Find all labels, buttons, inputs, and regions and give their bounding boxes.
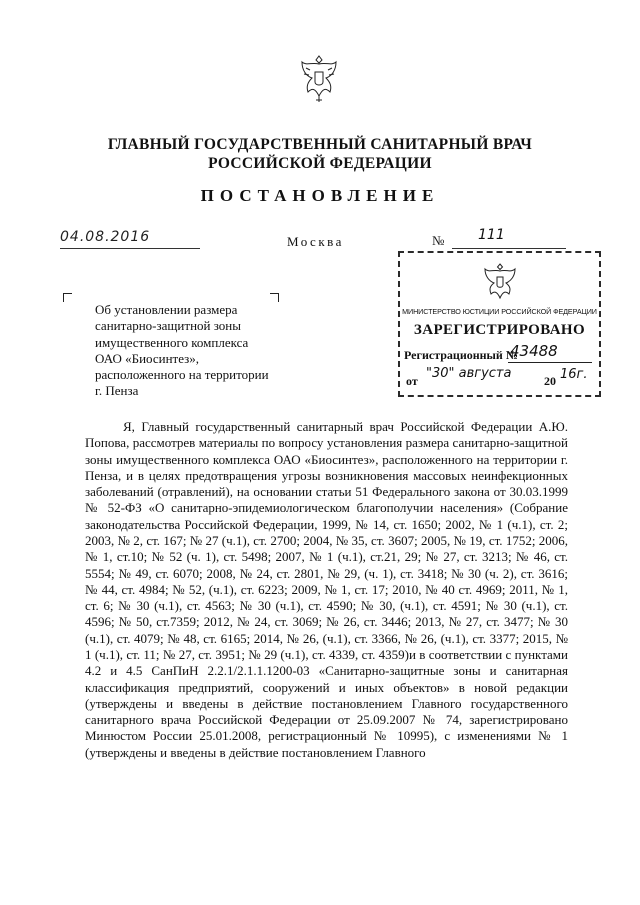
stamp-reg-date: "30" августа (426, 366, 512, 381)
body-paragraph: Я, Главный государственный санитарный врач Российской Федерации А.Ю. Попова, рассмотрев материалы по вопросу установления размера санитарно-защитной зоны имущественного комплекса ОАО «Биосинтез», расположенного на территории г. Пенза, и в целях предотвращения угрозы возникновения массовых неинфекционных заболеваний (отравлений), на основании статьи 51 Федерального закона от 30.03.1999 № 52-ФЗ «О санитарно-эпидемиологическом благополучии населения» (Собрание законодательства Российской Федерации, 1999, № 14, ст. 1650; 2002, № 1 (ч.1), ст. 2; 2003, № 2, ст. 167; № 27 (ч.1), ст. 2700; 2004, № 35, ст. 3607; 2005, № 19, ст. 1752; 2006, № 1, ст.10; № 52 (ч. 1), ст. 5498; 2007, № 1 (ч.1), ст.21, 29; № 27, ст. 3213; № 46, ст. 5554; № 49, ст. 6070; 2008, № 24, ст. 2801, № 29, (ч. 1), ст. 3418; № 30 (ч. 2), ст. 3616; № 44, ст. 4984; № 52, (ч.1), ст. 6223; 2009, № 1, ст. 17; 2010, № 40 ст. 4969; 2011, № 1, ст. 6; № 30 (ч.1), ст. 4563; № 30 (ч.1), ст. 4590; № 30, (ч.1), ст. 4591; № 30 (ч.1), ст. 4596; № 50, ст.7359; 2012, № 24, ст. 3069; № 26, ст. 3446; 2013, № 27, ст. 3477; № 30 (ч.1), ст. 4079; № 48, ст. 6165; 2014, № 26, (ч.1), ст. 3366, № 26, (ч.1), ст. 3377; 2015, № 1 (ч.1), ст. 11; № 27, ст. 3951; № 29 (ч.1), ст. 4339, ст. 4359)и в соответствии с пунктами 4.2 и 4.5 СанПиН 2.2.1/2.1.1.1200-03 «Санитарно-защитные зоны и санитарная классификация предприятий, сооружений и иных объектов» в новой редакции (утверждены и введены в действие постановлением Главного государственного санитарного врача Российской Федерации от 25.09.2007 № 74, зарегистрировано Минюстом России 25.01.2008, регистрационный № 10995), с изменениями № 1 (утверждены и введены в действие постановлением Главного (85, 419, 568, 760)
stamp-registered: ЗАРЕГИСТРИРОВАНО (413, 322, 586, 338)
document-title-line2: РОССИЙСКОЙ ФЕДЕРАЦИИ (208, 155, 432, 172)
stamp-year-prefix: 20 (544, 374, 556, 388)
subject-line: ОАО «Биосинтез», (95, 350, 200, 366)
subject-block (95, 302, 305, 400)
handwritten-date: 04.08.2016 (60, 229, 151, 245)
number-underline (452, 248, 566, 249)
coat-of-arms-icon (296, 52, 342, 104)
subject-line: расположенного на территории (95, 367, 269, 383)
date-underline (60, 248, 200, 249)
stamp-from-label: от (406, 374, 418, 388)
stamp-ministry: МИНИСТЕРСТВО ЮСТИЦИИ РОССИЙСКОЙ ФЕДЕРАЦИИ (402, 307, 597, 316)
stamp-reg-number-label: Регистрационный № (404, 348, 518, 362)
subject-line: имущественного комплекса (95, 334, 249, 350)
handwritten-number: 111 (478, 227, 505, 243)
city: Москва (287, 234, 344, 249)
body-text (85, 419, 568, 761)
stamp-number-underline (508, 362, 592, 363)
registration-stamp (398, 251, 601, 397)
number-label: № (432, 233, 445, 248)
subject-corner-left (63, 293, 72, 302)
subject-line: г. Пенза (95, 383, 139, 399)
document-type: ПОСТАНОВЛЕНИЕ (200, 186, 440, 205)
subject-line: санитарно-защитной зоны (95, 318, 241, 334)
stamp-reg-number: 43488 (510, 342, 558, 360)
document-title-line1: ГЛАВНЫЙ ГОСУДАРСТВЕННЫЙ САНИТАРНЫЙ ВРАЧ (107, 136, 533, 153)
subject-corner-right (270, 293, 279, 302)
stamp-coat-of-arms-icon (480, 261, 520, 303)
subject-line: Об установлении размера (95, 302, 238, 317)
stamp-year-suffix: 16г. (560, 367, 588, 382)
